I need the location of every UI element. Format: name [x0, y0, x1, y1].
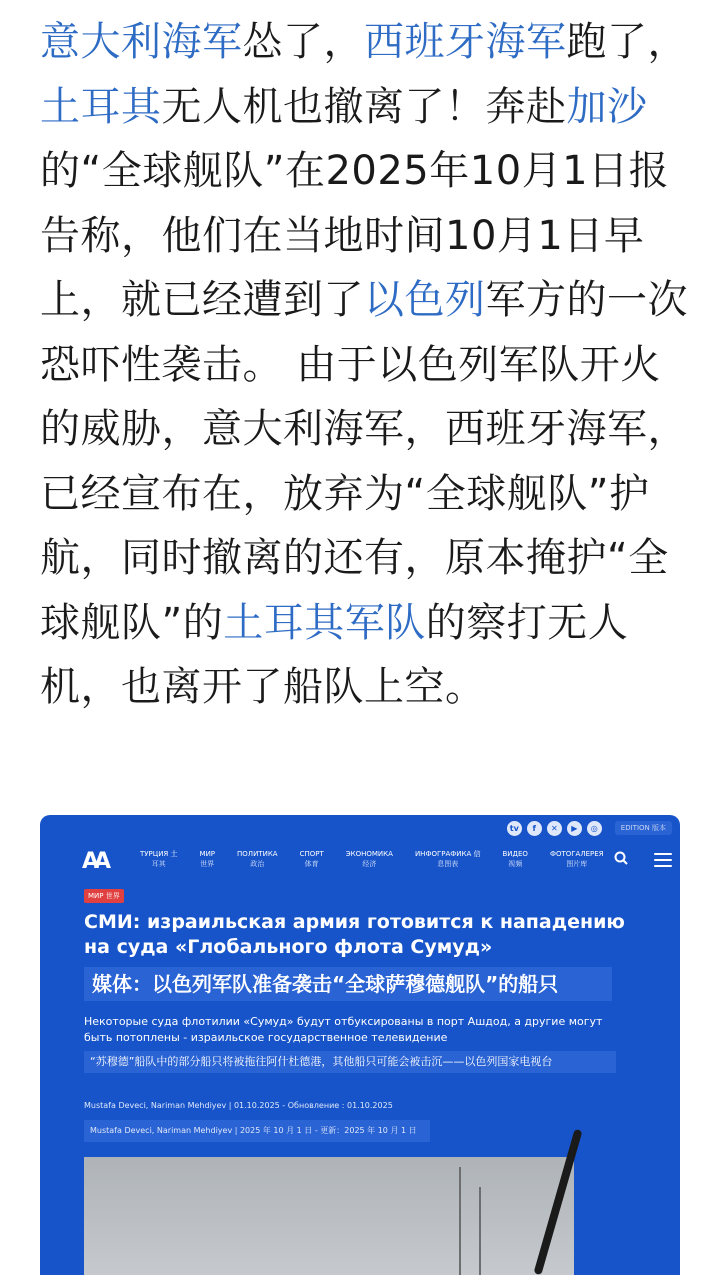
ship-mast — [479, 1187, 481, 1275]
headline-chinese: 媒体：以色列军队准备袭击“全球萨穆德舰队”的船只 — [84, 967, 612, 1001]
youtube-icon: ▶ — [567, 821, 582, 836]
topic-link[interactable]: 西班牙海军 — [364, 19, 567, 65]
nav-item-sub: 世界 — [200, 860, 215, 868]
article-text: 怂了， — [242, 19, 364, 65]
topic-link[interactable]: 土耳其 — [40, 83, 162, 130]
x-icon: ✕ — [547, 821, 562, 836]
article-text: 跑了， — [566, 19, 688, 65]
nav-item-sub: 视频 — [508, 860, 523, 868]
nav-item — [140, 849, 178, 869]
nav-item-label: СПОРТ — [299, 850, 324, 858]
nav-item — [346, 849, 393, 869]
f-icon: f — [527, 821, 542, 836]
byline-russian: Mustafa Deveci, Nariman Mehdiyev | 01.10.2025 - Обновление : 01.10.2025 — [84, 1101, 393, 1110]
nav-item-sub: 经济 — [362, 860, 377, 868]
tv-icon: tv — [507, 821, 522, 836]
nav-item-label: ИНФОГРАФИКА 信 — [414, 850, 481, 858]
article-text: 的察打无人机，也离开了船队上空。 — [40, 599, 629, 710]
nav-item-label: МИР — [199, 850, 216, 858]
instagram-icon: ◎ — [587, 821, 602, 836]
search-icon — [614, 851, 628, 865]
nav-item — [237, 849, 278, 869]
nav-item — [415, 849, 481, 869]
news-screenshot-image — [40, 815, 680, 1275]
topic-link[interactable]: 加沙 — [566, 83, 648, 130]
nav-item-sub: 息图表 — [437, 860, 459, 868]
nav-items — [140, 849, 626, 869]
article-body — [40, 10, 690, 720]
nav-item-label: ПОЛИТИКА — [237, 850, 278, 858]
topic-link[interactable]: 以色列 — [364, 277, 486, 323]
nav-item-label: ВИДЕО — [502, 850, 528, 858]
nav-item — [200, 849, 216, 869]
byline-chinese: Mustafa Deveci, Nariman Mehdiyev | 2025 年 10 月 1 日 - 更新：2025 年 10 月 1 日 — [84, 1120, 430, 1142]
topic-link[interactable]: 土耳其军队 — [223, 599, 426, 646]
aa-logo: AA — [82, 849, 107, 874]
social-bar — [40, 815, 680, 841]
article-text: 军方的一次恐吓性袭击。 由于以色列军队开火的威胁，意大利海军，西班牙海军，已经宣布在，放弃为“全球舰队”护航，同时撤离的还有，原本掩护“全球舰队”的 — [40, 277, 688, 646]
nav-item-label: ТУРЦИЯ 土 — [140, 850, 178, 858]
nav-item — [503, 849, 528, 869]
subtitle-russian: Некоторые суда флотилии «Сумуд» будут отбуксированы в порт Ашдод, а другие могут быть потоплены - израильское государственное телевидение — [84, 1015, 603, 1044]
subtitle-chinese: “苏穆德”船队中的部分船只将被拖往阿什杜德港，其他船只可能会被击沉——以色列国家电视台 — [84, 1051, 616, 1073]
nav-item-sub: 政治 — [250, 860, 265, 868]
nav-item-sub: 图片库 — [566, 860, 588, 868]
site-nav — [40, 841, 680, 889]
nav-item-sub: 耳其 — [151, 860, 166, 868]
nav-item-label: ФОТОГАЛЕРЕЯ — [549, 850, 604, 858]
ship-mast — [459, 1167, 461, 1275]
nav-item-sub: 体育 — [304, 860, 319, 868]
article-text: 的“全球舰队”在2025年10月1日报告称，他们在当地时间10月1日早上，就已经遭到了 — [40, 148, 670, 323]
headline-russian: СМИ: израильская армия готовится к нападению на суда «Глобального флота Сумуд» — [84, 911, 625, 958]
menu-icon — [654, 853, 672, 867]
article-photo — [84, 1157, 574, 1275]
edition-selector: EDITION 版本 — [615, 821, 672, 835]
foreground-pole — [533, 1129, 582, 1275]
article-text: 无人机也撤离了！奔赴 — [161, 83, 567, 130]
category-tag: МИР 世界 — [84, 889, 124, 903]
nav-item — [300, 849, 324, 869]
nav-item-label: ЭКОНОМИКА — [345, 850, 393, 858]
nav-item — [550, 849, 604, 869]
topic-link[interactable]: 意大利海军 — [40, 19, 243, 65]
